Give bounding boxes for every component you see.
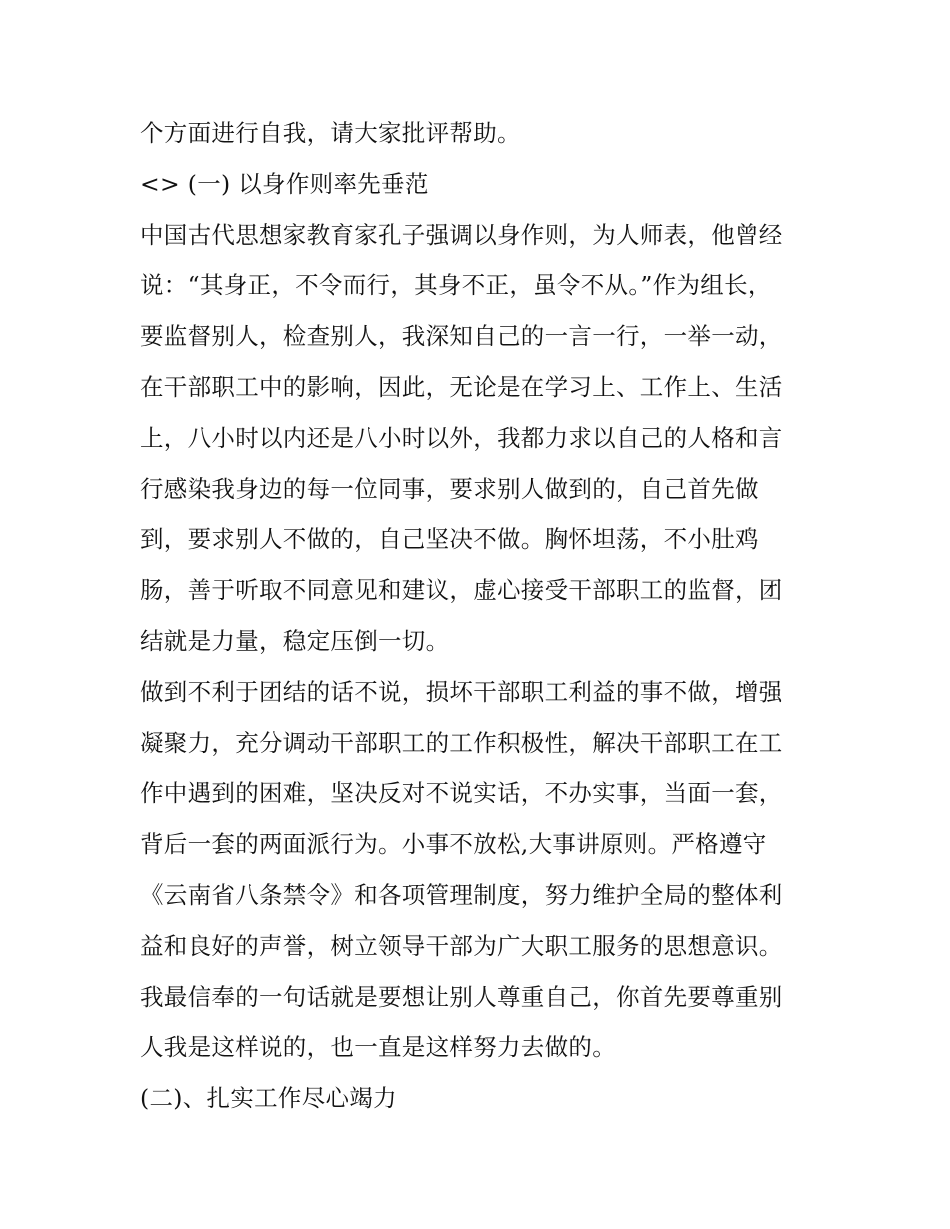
text-line-continuation: 个方面进行自我，请大家批评帮助。	[140, 119, 521, 147]
paragraph-1-line: 中国古代思想家教育家孔子强调以身作则，为人师表，他曾经	[140, 220, 783, 249]
paragraph-1-line: 要监督别人，检查别人，我深知自己的一言一行，一举一动，	[140, 322, 783, 351]
paragraph-2-line: 我最信奉的一句话就是要想让别人尊重自己，你首先要尊重别	[140, 982, 783, 1011]
paragraph-1-line: 上，八小时以内还是八小时以外，我都力求以自己的人格和言	[140, 423, 783, 452]
paragraph-1-line: 在干部职工中的影响，因此，无论是在学习上、工作上、生活	[140, 372, 783, 401]
section-heading-1: <> (一) 以身作则率先垂范	[140, 169, 429, 198]
paragraph-2-line: 作中遇到的困难，坚决反对不说实话，不办实事，当面一套，	[140, 779, 783, 808]
paragraph-2-line: 《云南省八条禁令》和各项管理制度，努力维护全局的整体利	[140, 880, 783, 909]
paragraph-2-line: 益和良好的声誉，树立领导干部为广大职工服务的思想意识。	[140, 931, 783, 960]
paragraph-1-line: 行感染我身边的每一位同事，要求别人做到的，自己首先做	[140, 474, 759, 503]
document-page	[140, 108, 820, 1124]
paragraph-2-line: 凝聚力，充分调动干部职工的工作积极性，解决干部职工在工	[140, 728, 783, 757]
section-heading-2: (二)、扎实工作尽心竭力	[140, 1084, 397, 1113]
paragraph-2-line: 做到不利于团结的话不说，损坏干部职工利益的事不做，增强	[140, 677, 783, 706]
paragraph-1-line: 说：“其身正，不令而行，其身不正，虽令不从。”作为组长，	[140, 271, 772, 300]
paragraph-1-line: 到，要求别人不做的，自己坚决不做。胸怀坦荡，不小肚鸡	[140, 525, 759, 554]
paragraph-1-line: 肠，善于听取不同意见和建议，虚心接受干部职工的监督，团	[140, 576, 783, 605]
paragraph-2-line: 背后一套的两面派行为。小事不放松,大事讲原则。严格遵守	[140, 830, 767, 859]
paragraph-2-line: 人我是这样说的，也一直是这样努力去做的。	[140, 1033, 616, 1062]
paragraph-1-line: 结就是力量，稳定压倒一切。	[140, 626, 450, 655]
